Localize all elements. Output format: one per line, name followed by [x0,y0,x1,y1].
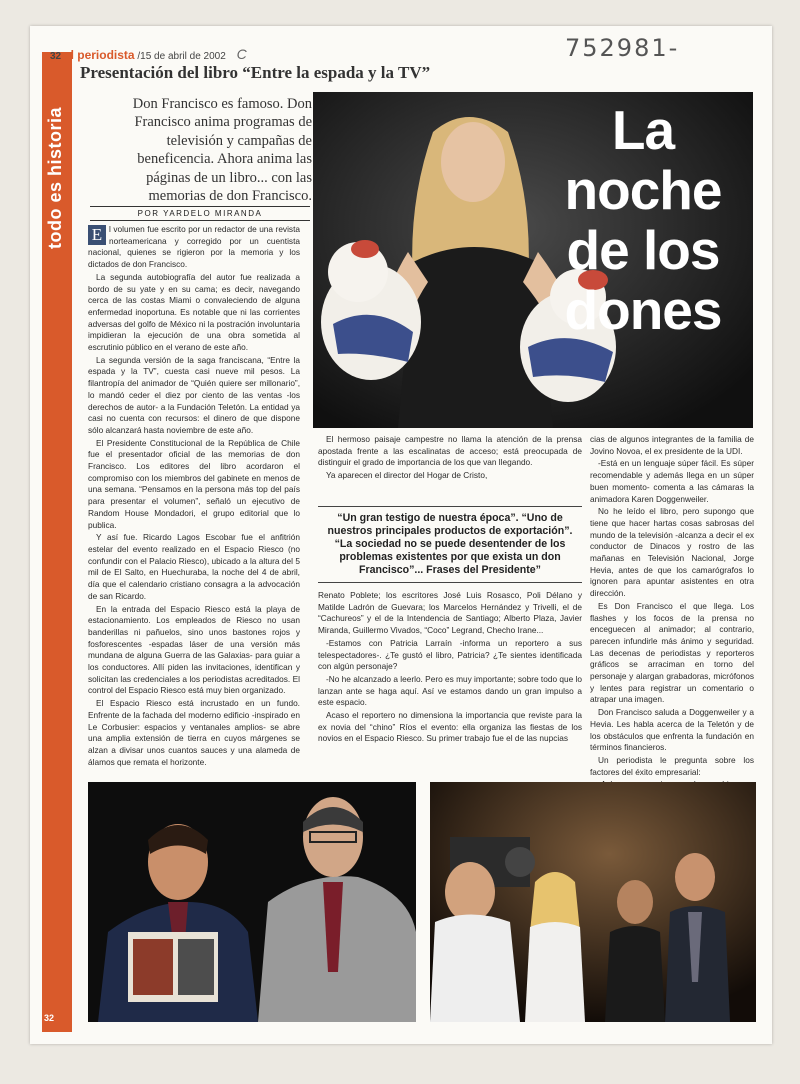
col3-paragraph: Es Don Francisco el que llega. Los flashes y los focos de la prensa no enceguecen al animador; al contrario, parecen infundirle más ánimo y seguridad. Las decenas de periodistas y reporteros gráficos se arraciman en torno del personaje y alargan grabadoras, micrófonos y lentes para registrar un comentario o atrapar una imagen. [590,600,754,705]
article-column-3 [590,434,754,776]
publication-logo: el periodista [63,48,135,62]
headline: Presentación del libro “Entre la espada y la TV” [80,63,431,82]
col1-paragraph: El Presidente Constitucional de la República de Chile fue el presentador oficial de las memorias de don Francisco. Los editores del libro acordaron el compromiso con los miembros del gabinete en menos de una semana. “Pensamos en la persona más top del país para presentar el volumen”, señaló un ejecutivo de Random House Mondadori, el grupo editorial que lo publica. [88,437,300,530]
byline: POR YARDELO MIRANDA [90,206,310,221]
main-title [528,100,758,340]
handwritten-note: 752981- [565,34,680,62]
bottom-right-photo [430,782,756,1022]
col2-paragraph: Renato Poblete; los escritores José Luis Rosasco, Poli Délano y Matilde Ladrón de Guevara; los Marcelos Hernández y Trivelli, el de “Cachureos” y el de la Intendencia de Santiago; Alberto Plaza, Javier Miranda, Guillermo Vivados, “Coco” Legrand, Checho Irane... [318,590,582,636]
col1-paragraph: Y así fue. Ricardo Lagos Escobar fue el anfitrión estelar del evento realizado en el Espacio Riesco (no confundir con el Palacio Riesco), ubicado a la altura del 5 mil de El Salto, en Huechuraba, la noche del 4 de abril, día que el calendario cristiano consagra a la advocación de san Ricardo. [88,532,300,601]
col3-paragraph: cias de algunos integrantes de la familia de Jovino Novoa, el ex presidente de la UDI. [590,434,754,456]
drop-cap: E [88,225,106,245]
col3-paragraph: Un periodista le pregunta sobre los factores del éxito empresarial: [590,754,754,777]
article-column-1 [88,224,300,770]
intro-text: Don Francisco es famoso. Don Francisco anima programas de televisión y campañas de beneficencia. Ahora anima las páginas de un libro... con las memorias de don Francisco. [132,96,312,205]
footer-page-number: 32 [44,1013,55,1023]
header-date: /15 de abril de 2002 [137,51,226,62]
col2-paragraph: Acaso el reportero no dimensiona la importancia que reviste para la ex novia del “chino” Ríos el evento: ella organiza las fiestas de los novios en el Espacio Riesco. Su primer trabajo fue el de las nupcias [318,710,582,744]
col2-paragraph: -Estamos con Patricia Larraín -informa un reportero a sus telespectadores-. ¿Te gustó el libro, Patricia? ¿Te sientes identificada con algún personaje? [318,637,582,672]
col1-paragraph: La segunda versión de la saga franciscana, “Entre la espada y la TV”, cuesta casi nueve mil pesos. La filantropía del animador de “Quién quiere ser millonario”, lo mandó ceder el diez por ciento de las ventas -los derechos de autor- a la Fundación Teletón. La entidad ya casi no cuenta con recursos: el dinero de que dispone sólo alcanzará hasta noviembre de este año. [88,354,300,435]
main-title-line: de los [566,219,720,281]
main-title-line: dones [564,279,722,341]
main-title-line: La noche [564,99,722,221]
col1-paragraph: El Espacio Riesco está incrustado en un fundo. Enfrente de la fachada del moderno edificio -inspirado en Le Corbusier: espacios y ventanales amplios- se abre una amplia extensión de tierra en cuyos márgenes se alzan a divisar unos cuantos sauces y una alameda de álamos que remata el horizonte. [88,698,300,767]
bottom-left-photo [88,782,416,1022]
col2-paragraph: -No he alcanzado a leerlo. Pero es muy importante; sobre todo que lo lanzan ante se haga aquí. Así ve estamos dando un gran impulso a este espacio. [318,673,582,708]
article-column-2-continued [318,590,582,776]
col2-paragraph: El hermoso paisaje campestre no llama la atención de la prensa apostada frente a las escalinatas de acceso; está preocupada de distinguir el grado de importancia de los que van llegando. [318,434,582,468]
col2-paragraph: Ya aparecen el director del Hogar de Cristo, [326,470,488,481]
page-header [50,46,247,62]
header-page-number: 32 [50,51,62,62]
col3-paragraph: No he leído el libro, pero supongo que tiene que hacer hartas cosas sabrosas del mundo de la televisión -alcanza a decir el ex conductor de Dinacos y rostro de las mañanas en Televisión Nacional, Jorge Hevia, antes de que los camarógrafos lo ignoren para apuntar asistentes en otra dirección. [590,506,754,599]
men-with-book-photo [88,782,416,1022]
col3-paragraph: Don Francisco saluda a Doggenweiler y a Hevia. Les habla acerca de la Teletón y de los obstáculos que enfrenta la fundación en términos financieros. [590,707,754,753]
col3-paragraph: -Está en un lenguaje súper fácil. Es súper recomendable y además llega en un súper buen momento- comenta a las cámaras la animadora Karen Doggenweiler. [590,458,754,504]
press-crowd-photo [430,782,756,1022]
article-column-2 [318,434,582,502]
header-mark: C [236,46,247,62]
col1-paragraph: La segunda autobiografía del autor fue realizada a bordo de su yate y en su cama; es decir, navegando cerca de las costas Miami o convaleciendo de alguna enfermedad inoportuna. Es notable que ni las corrientes adversas del golfo de México ni la postración involuntaria impidieran la ejecución de una obra sometida al escrutinio público en el verano de este año. [88,271,300,353]
pull-quote: “Un gran testigo de nuestra época”. “Uno de nuestros principales productos de exportación”. “La sociedad no se puede desentender de los problemas existentes por que exista un don Francisco”... Frases del Presidente” [318,506,582,583]
col1-paragraph: l volumen fue escrito por un redactor de una revista norteamericana y corregido por un cuentista nacional, quienes se rigieron por la memoria y los dictados de don Francisco. [88,224,300,270]
col1-paragraph: En la entrada del Espacio Riesco está la playa de estacionamiento. Los empleados de Riesco no usan banderillas ni pañuelos, sino unos bastones rojos y fosforescentes -espadas láser de una versión más mundana de alguna Guerra de las Galaxias- para guiar a los conductores. Allí piden las invitaciones, identifican y solicitan las credenciales a los periodistas acreditados. El control del Espacio Riesco está muy bien organizado. [88,603,300,696]
section-label: todo es historia [45,107,65,250]
